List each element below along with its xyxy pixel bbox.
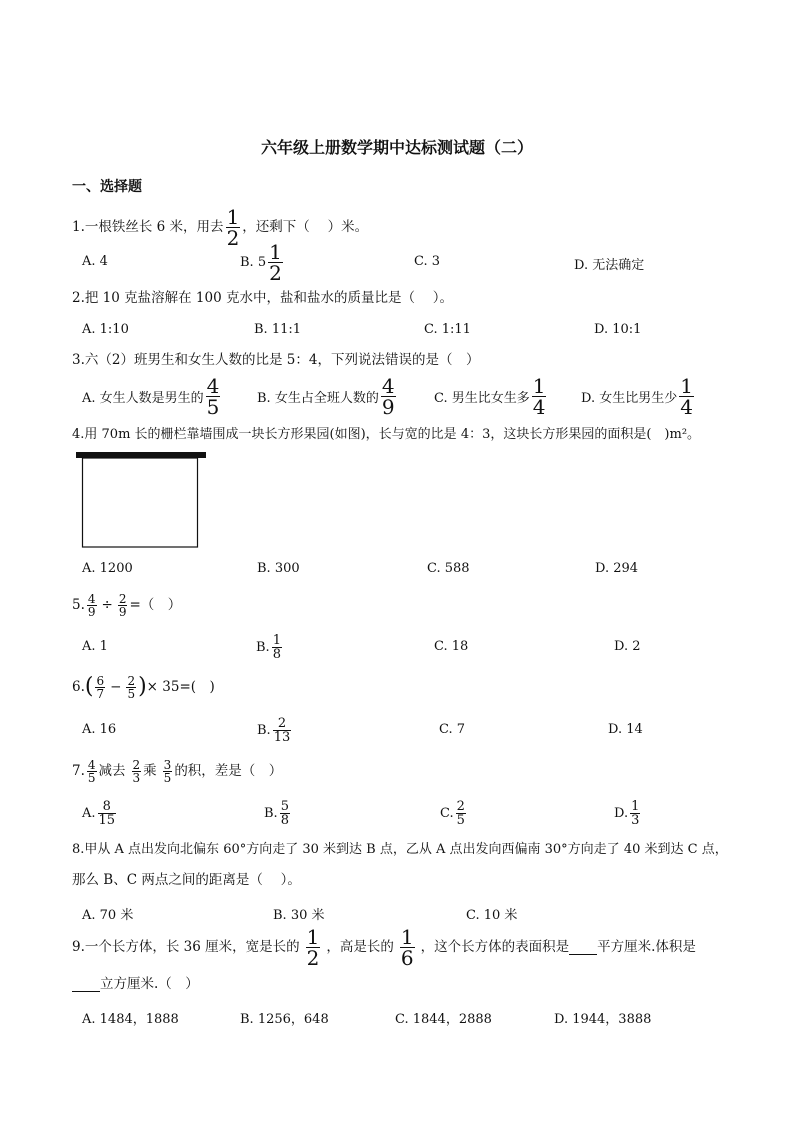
q1-option-a[interactable]: A. 4 xyxy=(82,254,108,269)
q9-option-b[interactable]: B. 1256，648 xyxy=(240,1012,329,1027)
q7-option-d[interactable]: D. $\frac{1}{3}$ xyxy=(614,798,640,828)
question-1 xyxy=(72,206,368,248)
q6-option-c[interactable]: C. 7 xyxy=(439,722,466,737)
q6-option-b[interactable]: B. $\frac{2}{13}$ xyxy=(257,715,291,745)
fraction: $\frac{4}{5}$ xyxy=(87,757,96,785)
q4-option-d[interactable]: D. 294 xyxy=(595,561,639,576)
question-5: 5. $\frac{4}{9}$ ÷ $\frac{2}{9}$ =（ ） xyxy=(72,591,182,619)
q7-option-c[interactable]: C. $\frac{2}{5}$ xyxy=(440,798,465,828)
q3-option-d[interactable]: D. 女生比男生少 $\frac{1}{4}$ xyxy=(581,373,693,419)
q8-option-c[interactable]: C. 10 米 xyxy=(466,908,518,923)
answer-blank[interactable] xyxy=(72,977,100,992)
q3-option-b[interactable]: B. 女生占全班人数的 $\frac{4}{9}$ xyxy=(257,373,395,419)
q8-option-a[interactable]: A. 70 米 xyxy=(82,908,134,923)
q6-option-d[interactable]: D. 14 xyxy=(608,722,643,737)
q2-option-a[interactable]: A. 1:10 xyxy=(82,322,129,337)
fraction: $\frac{2}{5}$ xyxy=(456,798,465,828)
q4-option-a[interactable]: A. 1200 xyxy=(82,561,133,576)
fraction: $\frac{4}{9}$ xyxy=(381,373,395,419)
q4-option-c[interactable]: C. 588 xyxy=(427,561,470,576)
fraction: $\frac{3}{5}$ xyxy=(163,757,172,785)
fraction: $\frac{1}{3}$ xyxy=(631,798,640,828)
page-title: 六年级上册数学期中达标测试题（二） xyxy=(260,138,533,157)
fraction: $\frac{8}{15}$ xyxy=(98,798,116,828)
question-3: 3.六（2）班男生和女生人数的比是 5：4，下列说法错误的是（ ） xyxy=(72,352,480,368)
fraction: $\frac{1}{2}$ xyxy=(269,239,282,285)
q9-option-d[interactable]: D. 1944，3888 xyxy=(554,1012,652,1027)
question-8-line-1: 8.甲从 A 点出发向北偏东 60°方向走了 30 米到达 B 点，乙从 A 点出发向西偏南 30°方向走了 40 米到达 C 点， xyxy=(72,842,728,857)
q7-option-a[interactable]: A. $\frac{8}{15}$ xyxy=(82,798,116,828)
question-1-text-end: ，还剩下（ ）米。 xyxy=(242,219,369,235)
question-2: 2.把 10 克盐溶解在 100 克水中，盐和盐水的质量比是（ ）。 xyxy=(72,290,454,306)
q5-option-a[interactable]: A. 1 xyxy=(82,639,108,654)
q2-option-d[interactable]: D. 10:1 xyxy=(594,322,642,337)
question-7: 7. $\frac{4}{5}$ 减去 $\frac{2}{3}$ 乘 $\frac{3}{5}$ 的积，差是（ ） xyxy=(72,757,283,785)
q5-option-d[interactable]: D. 2 xyxy=(614,639,641,654)
fraction: $\frac{2}{9}$ xyxy=(118,591,127,619)
fraction: $\frac{2}{13}$ xyxy=(273,715,291,745)
fraction: $\frac{1}{2}$ xyxy=(306,924,320,970)
q9-option-a[interactable]: A. 1484，1888 xyxy=(82,1012,179,1027)
fraction: $\frac{5}{8}$ xyxy=(280,798,289,828)
q1-option-b[interactable]: B. 5 $\frac{1}{2}$ xyxy=(240,239,282,285)
question-9-line-2: 立方厘米.（ ） xyxy=(72,975,199,993)
section-heading: 一、选择题 xyxy=(72,179,142,195)
orchard-fence xyxy=(83,458,198,547)
q2-option-c[interactable]: C. 1:11 xyxy=(424,322,471,337)
q8-option-b[interactable]: B. 30 米 xyxy=(273,908,325,923)
fraction: $\frac{1}{6}$ xyxy=(400,924,414,970)
q7-option-b[interactable]: B. $\frac{5}{8}$ xyxy=(264,798,289,828)
fraction: $\frac{2}{3}$ xyxy=(132,757,141,785)
fraction-one-half: $\frac{1}{2}$ xyxy=(226,204,240,250)
answer-blank[interactable] xyxy=(569,940,597,955)
question-1-text: 1.一根铁丝长 6 米，用去 xyxy=(72,219,224,235)
question-4: 4.用 70m 长的栅栏靠墙围成一块长方形果园(如图)，长与宽的比是 4：3，这块长方形果园的面积是( )m²。 xyxy=(72,427,701,442)
wall xyxy=(76,452,206,458)
fraction: $\frac{4}{5}$ xyxy=(206,373,220,419)
question-6: 6. ( $\frac{6}{7}$ − $\frac{2}{5}$ ) × 35=( ) xyxy=(72,673,215,701)
q4-option-b[interactable]: B. 300 xyxy=(257,561,300,576)
fraction: $\frac{1}{4}$ xyxy=(680,373,693,419)
question-8-line-2: 那么 B、C 两点之间的距离是（ ）。 xyxy=(72,872,301,888)
fraction: $\frac{2}{5}$ xyxy=(127,673,136,701)
q3-option-a[interactable]: A. 女生人数是男生的 $\frac{4}{5}$ xyxy=(82,373,220,419)
q5-option-b[interactable]: B. $\frac{1}{8}$ xyxy=(256,632,281,662)
q6-option-a[interactable]: A. 16 xyxy=(82,722,117,737)
q1-option-d[interactable]: D. 无法确定 xyxy=(574,258,645,273)
fraction: $\frac{6}{7}$ xyxy=(96,673,105,701)
q2-option-b[interactable]: B. 11:1 xyxy=(254,322,302,337)
q9-option-c[interactable]: C. 1844，2888 xyxy=(395,1012,492,1027)
q5-option-c[interactable]: C. 18 xyxy=(434,639,469,654)
question-9-line-1: 9.一个长方体，长 36 厘米，宽是长的 $\frac{1}{2}$ ，高是长的 $\frac{1}{6}$ ，这个长方体的表面积是 平方厘米.体积是 xyxy=(72,924,696,970)
orchard-diagram xyxy=(74,450,208,552)
fraction: $\frac{4}{9}$ xyxy=(87,591,96,619)
q1-option-c[interactable]: C. 3 xyxy=(414,254,441,269)
fraction: $\frac{1}{4}$ xyxy=(532,373,546,419)
q3-option-c[interactable]: C. 男生比女生多 $\frac{1}{4}$ xyxy=(434,373,546,419)
fraction: $\frac{1}{8}$ xyxy=(272,632,281,662)
